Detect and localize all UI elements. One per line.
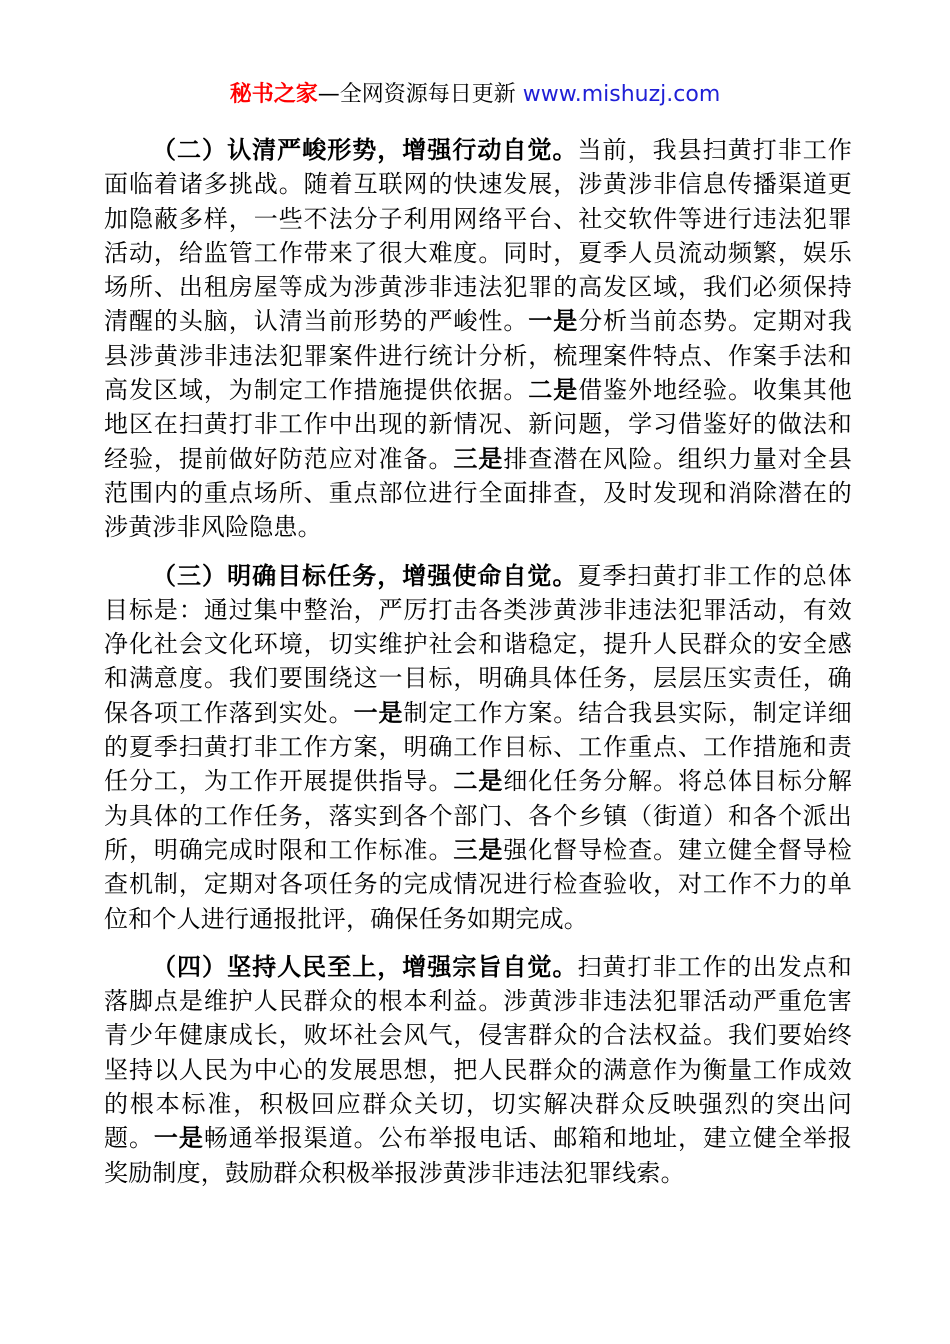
point-marker: 一是 [353, 698, 404, 727]
page-header [0, 78, 950, 112]
paragraph-section-2 [104, 133, 852, 545]
point-marker: 二是 [528, 376, 579, 405]
paragraph-section-3 [104, 559, 852, 936]
section-heading: （二）认清严峻形势，增强行动自觉。 [152, 136, 578, 164]
point-text: 借鉴外地经验。收集其他地区在扫黄打非工作中出现的新情况、新问题，学习借鉴好的做法和经验，提前做好防范应对准备。 [104, 376, 852, 473]
section-heading: （三）明确目标任务，增强使命自觉。 [152, 561, 578, 590]
point-text: 畅通举报渠道。公布举报电话、邮箱和地址，建立健全举报奖励制度，鼓励群众积极举报涉黄涉非违法犯罪线索。 [104, 1124, 852, 1187]
point-marker: 三是 [453, 835, 504, 864]
paragraph-section-4 [104, 950, 852, 1190]
section-intro: 夏季扫黄打非工作的总体目标是：通过集中整治，严厉打击各类涉黄涉非违法犯罪活动，有效净化社会文化环境，切实维护社会和谐稳定，提升人民群众的安全感和满意度。我们要围绕这一目标，明确具体任务，层层压实责任，确保各项工作落到实处。 [104, 561, 852, 727]
section-intro: 当前，我县扫黄打非工作面临着诸多挑战。随着互联网的快速发展，涉黄涉非信息传播渠道更加隐蔽多样，一些不法分子利用网络平台、社交软件等进行违法犯罪活动，给监管工作带来了很大难度。同时，夏季人员流动频繁，娱乐场所、出租房屋等成为涉黄涉非违法犯罪的高发区域，我们必须保持清醒的头脑，认清当前形势的严峻性。 [104, 136, 852, 336]
point-marker: 一是 [153, 1124, 204, 1153]
point-text: 制定工作方案。结合我县实际，制定详细的夏季扫黄打非工作方案，明确工作目标、工作重点、工作措施和责任分工，为工作开展提供指导。 [104, 698, 853, 796]
point-marker: 一是 [528, 307, 579, 336]
brand-name: 秘书之家 [229, 82, 318, 107]
point-text: 细化任务分解。将总体目标分解为具体的工作任务，落实到各个部门、各个乡镇（街道）和各个派出所，明确完成时限和工作标准。 [104, 767, 852, 864]
point-text: 排查潜在风险。组织力量对全县范围内的重点场所、重点部位进行全面排查，及时发现和消除潜在的涉黄涉非风险隐患。 [104, 444, 852, 542]
section-intro: 扫黄打非工作的出发点和落脚点是维护人民群众的根本利益。涉黄涉非违法犯罪活动严重危害青少年健康成长，败坏社会风气，侵害群众的合法权益。我们要始终坚持以人民为中心的发展思想，把人民群众的满意作为衡量工作成效的根本标准，积极回应群众关切，切实解决群众反映强烈的突出问题。 [104, 952, 852, 1153]
website-link[interactable]: www.mishuzj.com [522, 82, 721, 107]
document-body [104, 133, 852, 1204]
section-heading: （四）坚持人民至上，增强宗旨自觉。 [152, 952, 578, 981]
header-tagline: —全网资源每日更新 [317, 82, 523, 107]
point-text: 强化督导检查。建立健全督导检查机制，定期对各项任务的完成情况进行检查验收，对工作不力的单位和个人进行通报批评，确保任务如期完成。 [104, 835, 852, 933]
point-text: 分析当前态势。定期对我县涉黄涉非违法犯罪案件进行统计分析，梳理案件特点、作案手法和高发区域，为制定工作措施提供依据。 [104, 307, 852, 405]
point-marker: 二是 [453, 767, 504, 796]
point-marker: 三是 [453, 444, 504, 473]
